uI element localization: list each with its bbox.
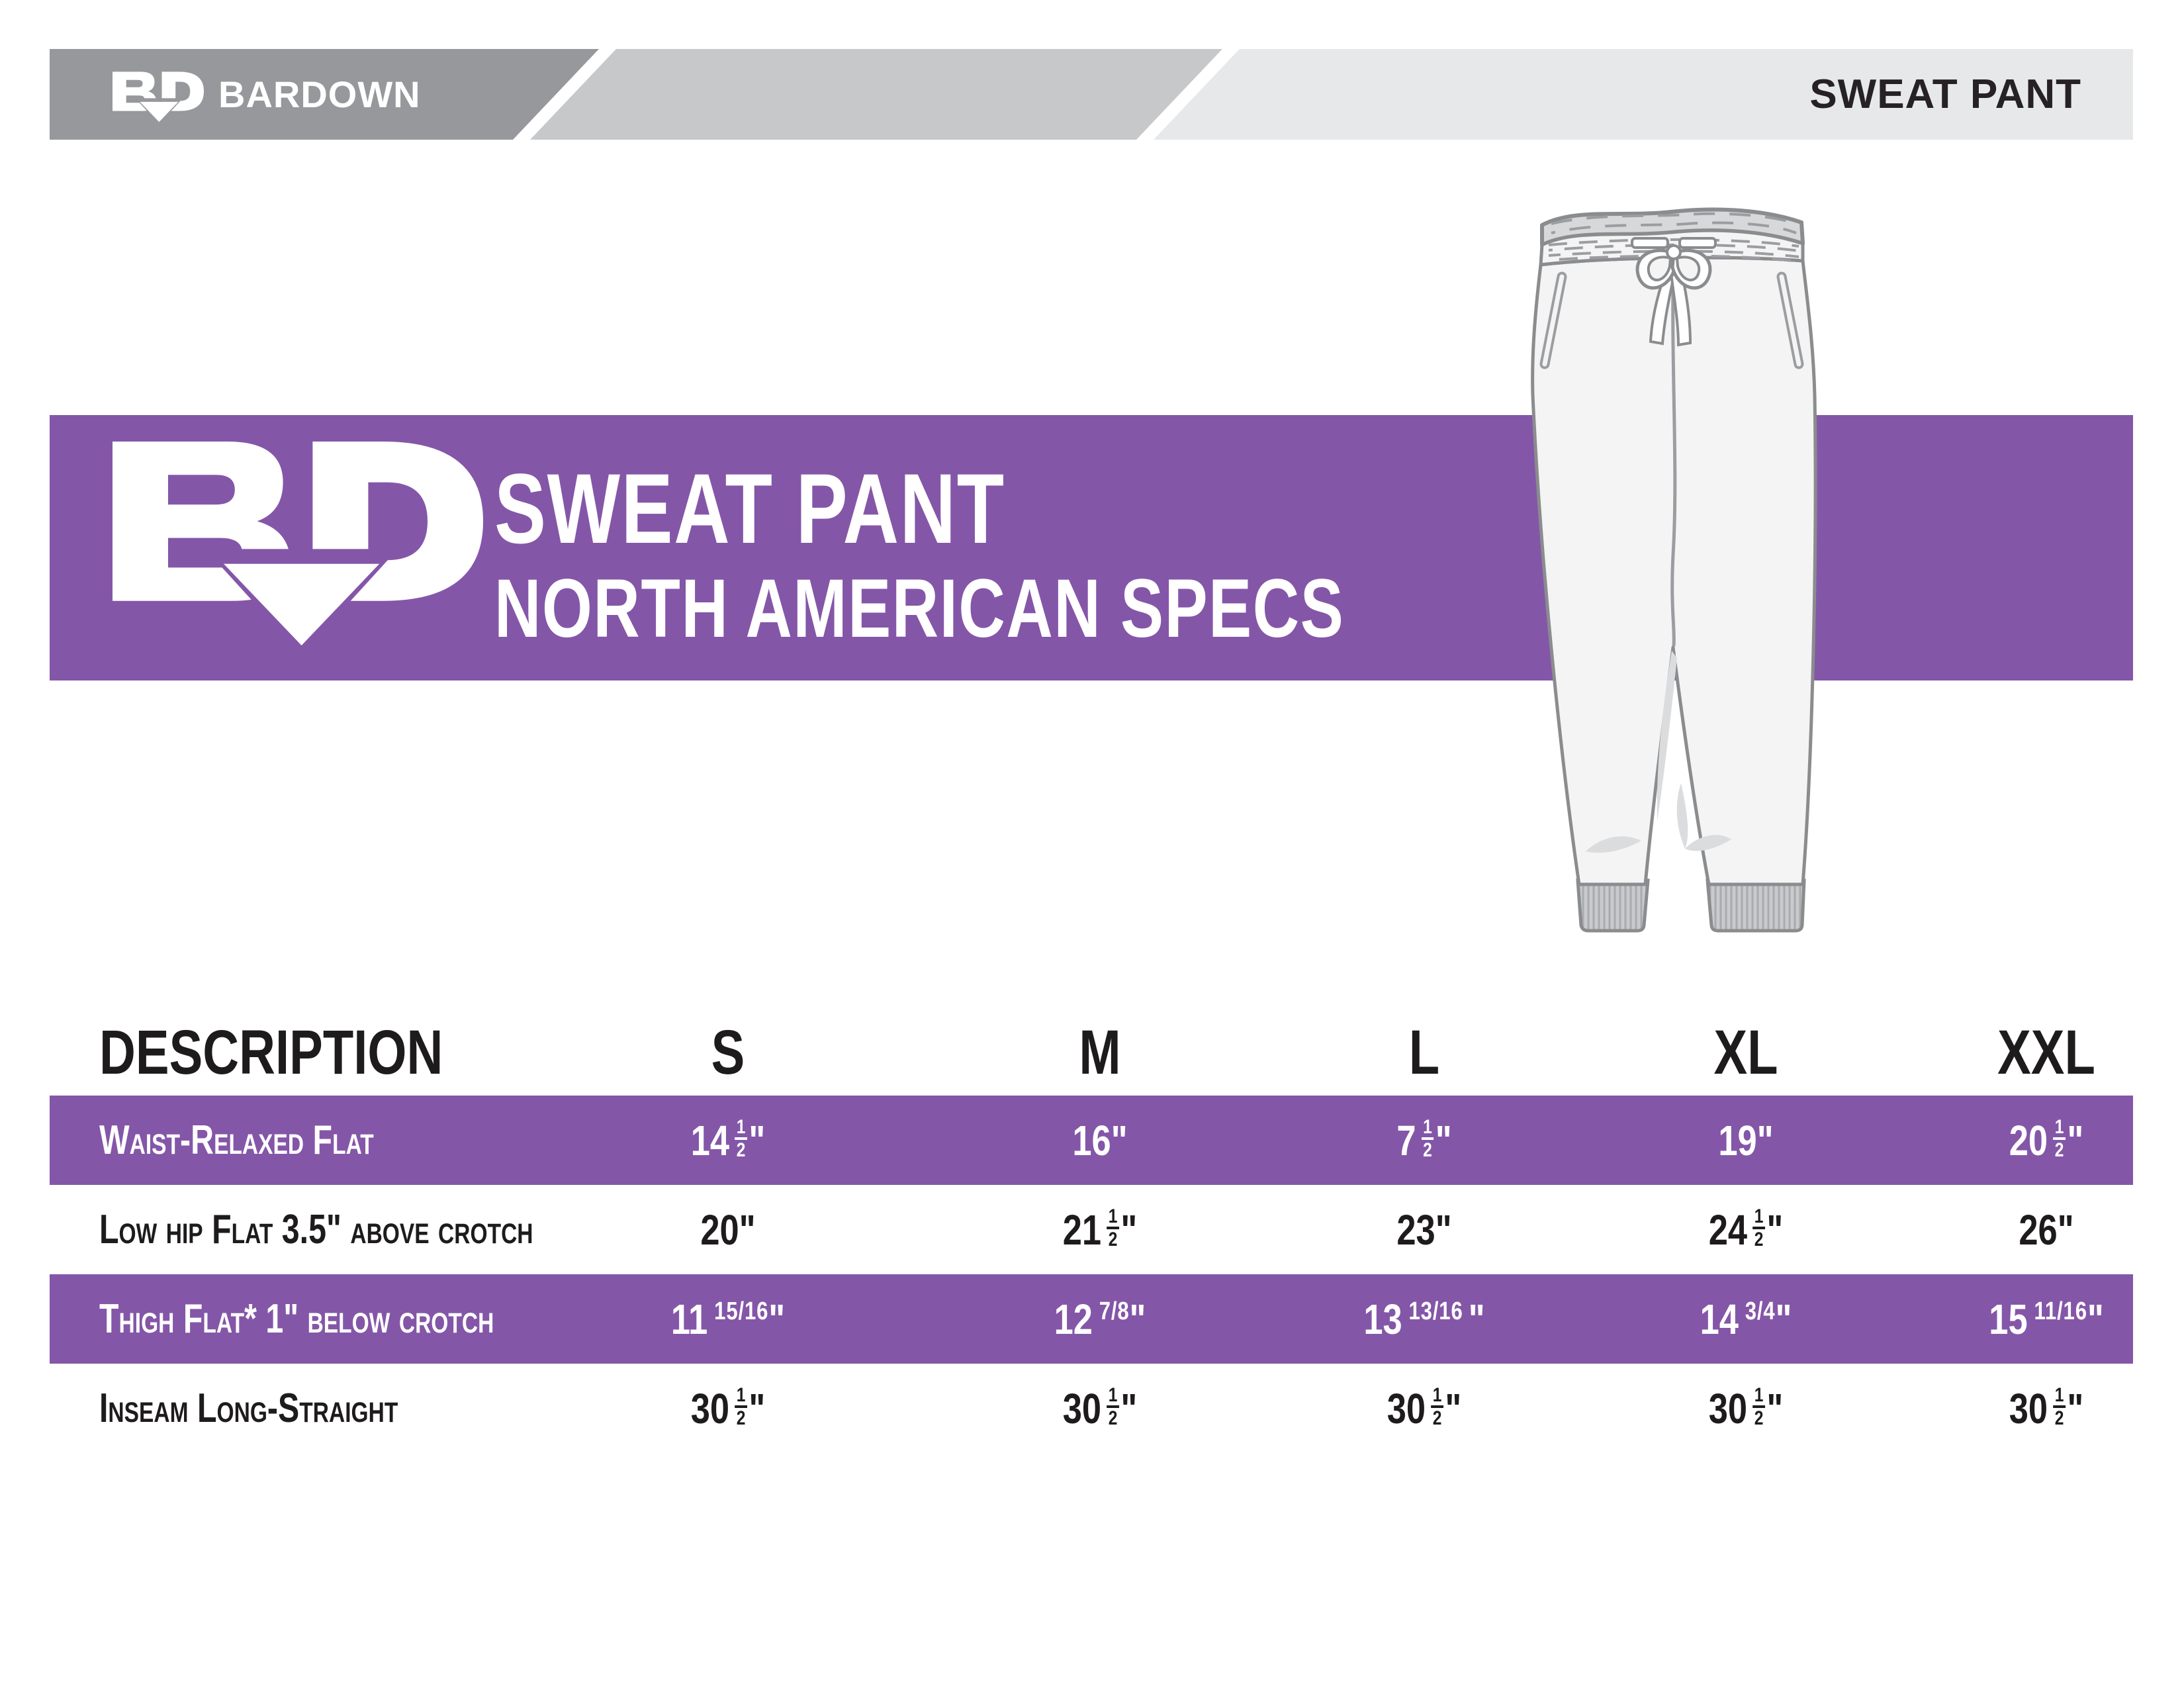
size-value-cell [659, 1274, 797, 1364]
banner-subtitle: NORTH AMERICAN SPECS [494, 563, 1345, 655]
inch-mark: " [1766, 1205, 1784, 1254]
inch-mark: " [739, 1205, 756, 1254]
value-fraction: $\frac{1}{2}$ [1431, 1385, 1443, 1429]
header-product-title: SWEAT PANT [1809, 71, 2081, 117]
value-whole: 16 [1072, 1116, 1111, 1164]
size-value-cell [1712, 1096, 1780, 1185]
table-row [50, 1096, 2133, 1185]
size-value-cell [2001, 1364, 2091, 1453]
size-value-cell [1390, 1185, 1458, 1274]
inch-mark: " [2057, 1205, 2074, 1254]
value-whole: 12 [1054, 1295, 1093, 1343]
value-whole: 30 [690, 1384, 730, 1432]
bardown-logo-large-icon [113, 442, 483, 655]
banner-titles [494, 453, 1584, 655]
value-whole: 30 [2009, 1384, 2048, 1432]
value-whole: 14 [1700, 1295, 1739, 1343]
size-value-cell [2001, 1096, 2091, 1185]
value-fraction: $\frac{1}{2}$ [735, 1385, 747, 1429]
value-fraction: 13/16 [1408, 1297, 1463, 1325]
inch-mark: " [1129, 1295, 1146, 1343]
size-value-cell [1700, 1364, 1791, 1453]
value-whole: 15 [1989, 1295, 2028, 1343]
size-value-cell [1054, 1185, 1145, 1274]
inch-mark: " [749, 1116, 766, 1164]
value-fraction: $\frac{1}{2}$ [735, 1117, 747, 1160]
table-row [50, 1185, 2133, 1274]
header-bar [50, 49, 2133, 140]
size-value-cell [694, 1185, 762, 1274]
value-whole: 20 [700, 1205, 739, 1254]
size-value-cell [682, 1364, 773, 1453]
inch-mark: " [749, 1384, 766, 1432]
inch-mark: " [1435, 1205, 1452, 1254]
bd-logo-glyph [113, 442, 483, 655]
size-value-cell [1379, 1364, 1469, 1453]
inch-mark: " [2087, 1295, 2104, 1343]
sweatpants-illustration [1522, 184, 1827, 945]
column-header-size: S [711, 1017, 745, 1088]
row-description: Low hip Flat 3.5" above crotch [99, 1207, 533, 1252]
value-whole: 30 [1387, 1384, 1426, 1432]
inch-mark: " [1445, 1384, 1462, 1432]
value-fraction: $\frac{1}{2}$ [2053, 1117, 2066, 1160]
inch-mark: " [1468, 1295, 1485, 1343]
value-fraction: $\frac{1}{2}$ [1752, 1207, 1765, 1250]
value-whole: 19 [1718, 1116, 1757, 1164]
inch-mark: " [1111, 1116, 1128, 1164]
value-fraction: $\frac{1}{2}$ [1752, 1385, 1765, 1429]
value-whole: 13 [1363, 1295, 1402, 1343]
size-value-cell [1700, 1185, 1791, 1274]
inch-mark: " [768, 1295, 786, 1343]
size-value-cell [1054, 1364, 1145, 1453]
value-whole: 30 [1062, 1384, 1102, 1432]
inch-mark: " [1120, 1205, 1138, 1254]
inch-mark: " [1766, 1384, 1784, 1432]
pant-cuffs [1578, 880, 1804, 931]
size-value-cell [2013, 1185, 2080, 1274]
bardown-logo-icon [113, 71, 204, 124]
size-value-cell [1044, 1274, 1156, 1364]
value-fraction: $\frac{1}{2}$ [2053, 1385, 2066, 1429]
value-fraction: $\frac{1}{2}$ [1107, 1385, 1119, 1429]
inch-mark: " [1756, 1116, 1774, 1164]
column-header-size: L [1408, 1017, 1440, 1088]
size-value-cell [1690, 1274, 1801, 1364]
value-whole: 23 [1396, 1205, 1435, 1254]
size-value-cell [1066, 1096, 1134, 1185]
size-value-cell [1350, 1274, 1498, 1364]
inch-mark: " [2067, 1116, 2084, 1164]
row-description: Inseam Long-Straight [99, 1385, 398, 1431]
size-value-cell [682, 1096, 773, 1185]
value-fraction: $\frac{1}{2}$ [1422, 1117, 1434, 1160]
value-fraction: $\frac{1}{2}$ [1107, 1207, 1119, 1250]
value-whole: 20 [2009, 1116, 2048, 1164]
column-header-description: DESCRIPTION [99, 1017, 443, 1088]
table-row [50, 1364, 2133, 1453]
bd-logo-glyph [113, 71, 204, 124]
value-fraction: 3/4 [1745, 1297, 1776, 1325]
column-header-size: XXL [1997, 1017, 2095, 1088]
value-fraction: 15/16 [714, 1297, 769, 1325]
value-whole: 26 [2019, 1205, 2058, 1254]
inch-mark: " [2067, 1384, 2084, 1432]
value-fraction: 11/16 [2034, 1297, 2087, 1325]
value-whole: 7 [1396, 1116, 1416, 1164]
inch-mark: " [1435, 1116, 1452, 1164]
column-header-size: XL [1713, 1017, 1778, 1088]
inch-mark: " [1775, 1295, 1792, 1343]
banner-title: SWEAT PANT [494, 453, 1005, 564]
row-description: Thigh Flat* 1" below crotch [99, 1296, 494, 1342]
table-header-row [50, 1013, 2133, 1092]
column-header-size: M [1079, 1017, 1121, 1088]
row-description: Waist-Relaxed Flat [99, 1117, 374, 1163]
value-whole: 14 [690, 1116, 730, 1164]
value-fraction: 7/8 [1099, 1297, 1130, 1325]
value-whole: 11 [670, 1295, 708, 1343]
inch-mark: " [1120, 1384, 1138, 1432]
size-value-cell [1976, 1274, 2116, 1364]
table-row [50, 1274, 2133, 1364]
value-whole: 24 [1708, 1205, 1748, 1254]
size-value-cell [1390, 1096, 1458, 1185]
brand-name: BARDOWN [218, 73, 421, 115]
value-whole: 21 [1062, 1205, 1102, 1254]
value-whole: 30 [1708, 1384, 1748, 1432]
